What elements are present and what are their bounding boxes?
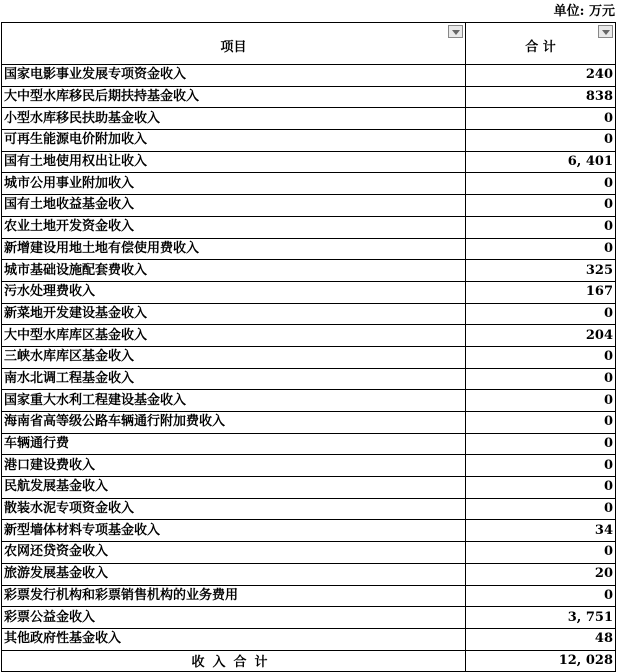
row-item-name: 国家重大水利工程建设基金收入 xyxy=(2,390,466,412)
row-item-name: 国有土地使用权出让收入 xyxy=(2,151,466,173)
row-item-value: 6, 401 xyxy=(466,151,616,173)
table-row xyxy=(2,65,616,87)
column-header-total-label: 合 计 xyxy=(525,40,556,55)
column-header-item-label: 项目 xyxy=(220,40,247,55)
row-item-name: 城市公用事业附加收入 xyxy=(2,173,466,195)
table-row xyxy=(2,130,616,152)
row-item-name: 农业土地开发资金收入 xyxy=(2,216,466,238)
row-item-name: 其他政府性基金收入 xyxy=(2,628,466,650)
table-row xyxy=(2,325,616,347)
row-item-value: 204 xyxy=(466,325,616,347)
total-value: 12, 028 xyxy=(466,650,616,671)
row-item-value: 0 xyxy=(466,477,616,499)
row-item-value: 3, 751 xyxy=(466,607,616,629)
row-item-name: 城市基础设施配套费收入 xyxy=(2,260,466,282)
table-row xyxy=(2,628,616,650)
dropdown-filter-icon[interactable] xyxy=(598,25,613,38)
row-item-name: 海南省高等级公路车辆通行附加费收入 xyxy=(2,412,466,434)
row-item-name: 港口建设费收入 xyxy=(2,455,466,477)
column-header-total xyxy=(466,23,616,65)
row-item-value: 0 xyxy=(466,498,616,520)
row-item-value: 34 xyxy=(466,520,616,542)
row-item-name: 彩票公益金收入 xyxy=(2,607,466,629)
row-item-name: 三峡水库库区基金收入 xyxy=(2,346,466,368)
row-item-name: 南水北调工程基金收入 xyxy=(2,368,466,390)
table-row xyxy=(2,390,616,412)
row-item-value: 167 xyxy=(466,281,616,303)
table-row xyxy=(2,498,616,520)
total-label: 收入合计 xyxy=(2,650,466,671)
row-item-value: 0 xyxy=(466,238,616,260)
total-row xyxy=(2,650,616,671)
table-row xyxy=(2,173,616,195)
table-row xyxy=(2,260,616,282)
table-row xyxy=(2,477,616,499)
table-row xyxy=(2,86,616,108)
row-item-value: 0 xyxy=(466,368,616,390)
row-item-name: 新型墙体材料专项基金收入 xyxy=(2,520,466,542)
row-item-name: 农网还贷资金收入 xyxy=(2,542,466,564)
row-item-name: 国家电影事业发展专项资金收入 xyxy=(2,65,466,87)
table-row xyxy=(2,368,616,390)
row-item-name: 散装水泥专项资金收入 xyxy=(2,498,466,520)
table-row xyxy=(2,216,616,238)
table-row xyxy=(2,412,616,434)
row-item-value: 0 xyxy=(466,433,616,455)
row-item-name: 大中型水库库区基金收入 xyxy=(2,325,466,347)
table-row xyxy=(2,542,616,564)
table-row xyxy=(2,281,616,303)
header-row xyxy=(2,23,616,65)
column-header-item xyxy=(2,23,466,65)
row-item-name: 旅游发展基金收入 xyxy=(2,563,466,585)
row-item-value: 0 xyxy=(466,130,616,152)
fund-revenue-table xyxy=(1,22,616,672)
row-item-value: 325 xyxy=(466,260,616,282)
row-item-name: 小型水库移民扶助基金收入 xyxy=(2,108,466,130)
row-item-name: 新增建设用地土地有偿使用费收入 xyxy=(2,238,466,260)
table-row xyxy=(2,607,616,629)
table-row xyxy=(2,303,616,325)
table-row xyxy=(2,195,616,217)
row-item-value: 0 xyxy=(466,195,616,217)
row-item-name: 可再生能源电价附加收入 xyxy=(2,130,466,152)
row-item-value: 0 xyxy=(466,303,616,325)
dropdown-filter-icon[interactable] xyxy=(448,25,463,38)
table-row xyxy=(2,238,616,260)
row-item-name: 大中型水库移民后期扶持基金收入 xyxy=(2,86,466,108)
row-item-value: 0 xyxy=(466,346,616,368)
row-item-value: 240 xyxy=(466,65,616,87)
table-row xyxy=(2,433,616,455)
table-row xyxy=(2,585,616,607)
row-item-name: 彩票发行机构和彩票销售机构的业务费用 xyxy=(2,585,466,607)
row-item-name: 污水处理费收入 xyxy=(2,281,466,303)
row-item-value: 0 xyxy=(466,108,616,130)
row-item-value: 20 xyxy=(466,563,616,585)
row-item-value: 0 xyxy=(466,542,616,564)
row-item-value: 0 xyxy=(466,390,616,412)
row-item-value: 0 xyxy=(466,455,616,477)
unit-label: 单位: 万元 xyxy=(553,4,615,19)
table-row xyxy=(2,455,616,477)
row-item-value: 0 xyxy=(466,173,616,195)
row-item-value: 48 xyxy=(466,628,616,650)
table-row xyxy=(2,151,616,173)
row-item-name: 新菜地开发建设基金收入 xyxy=(2,303,466,325)
row-item-value: 0 xyxy=(466,216,616,238)
row-item-value: 0 xyxy=(466,412,616,434)
table-row xyxy=(2,346,616,368)
row-item-value: 0 xyxy=(466,585,616,607)
table-row xyxy=(2,108,616,130)
row-item-value: 838 xyxy=(466,86,616,108)
table-row xyxy=(2,563,616,585)
table-row xyxy=(2,520,616,542)
row-item-name: 民航发展基金收入 xyxy=(2,477,466,499)
row-item-name: 车辆通行费 xyxy=(2,433,466,455)
row-item-name: 国有土地收益基金收入 xyxy=(2,195,466,217)
